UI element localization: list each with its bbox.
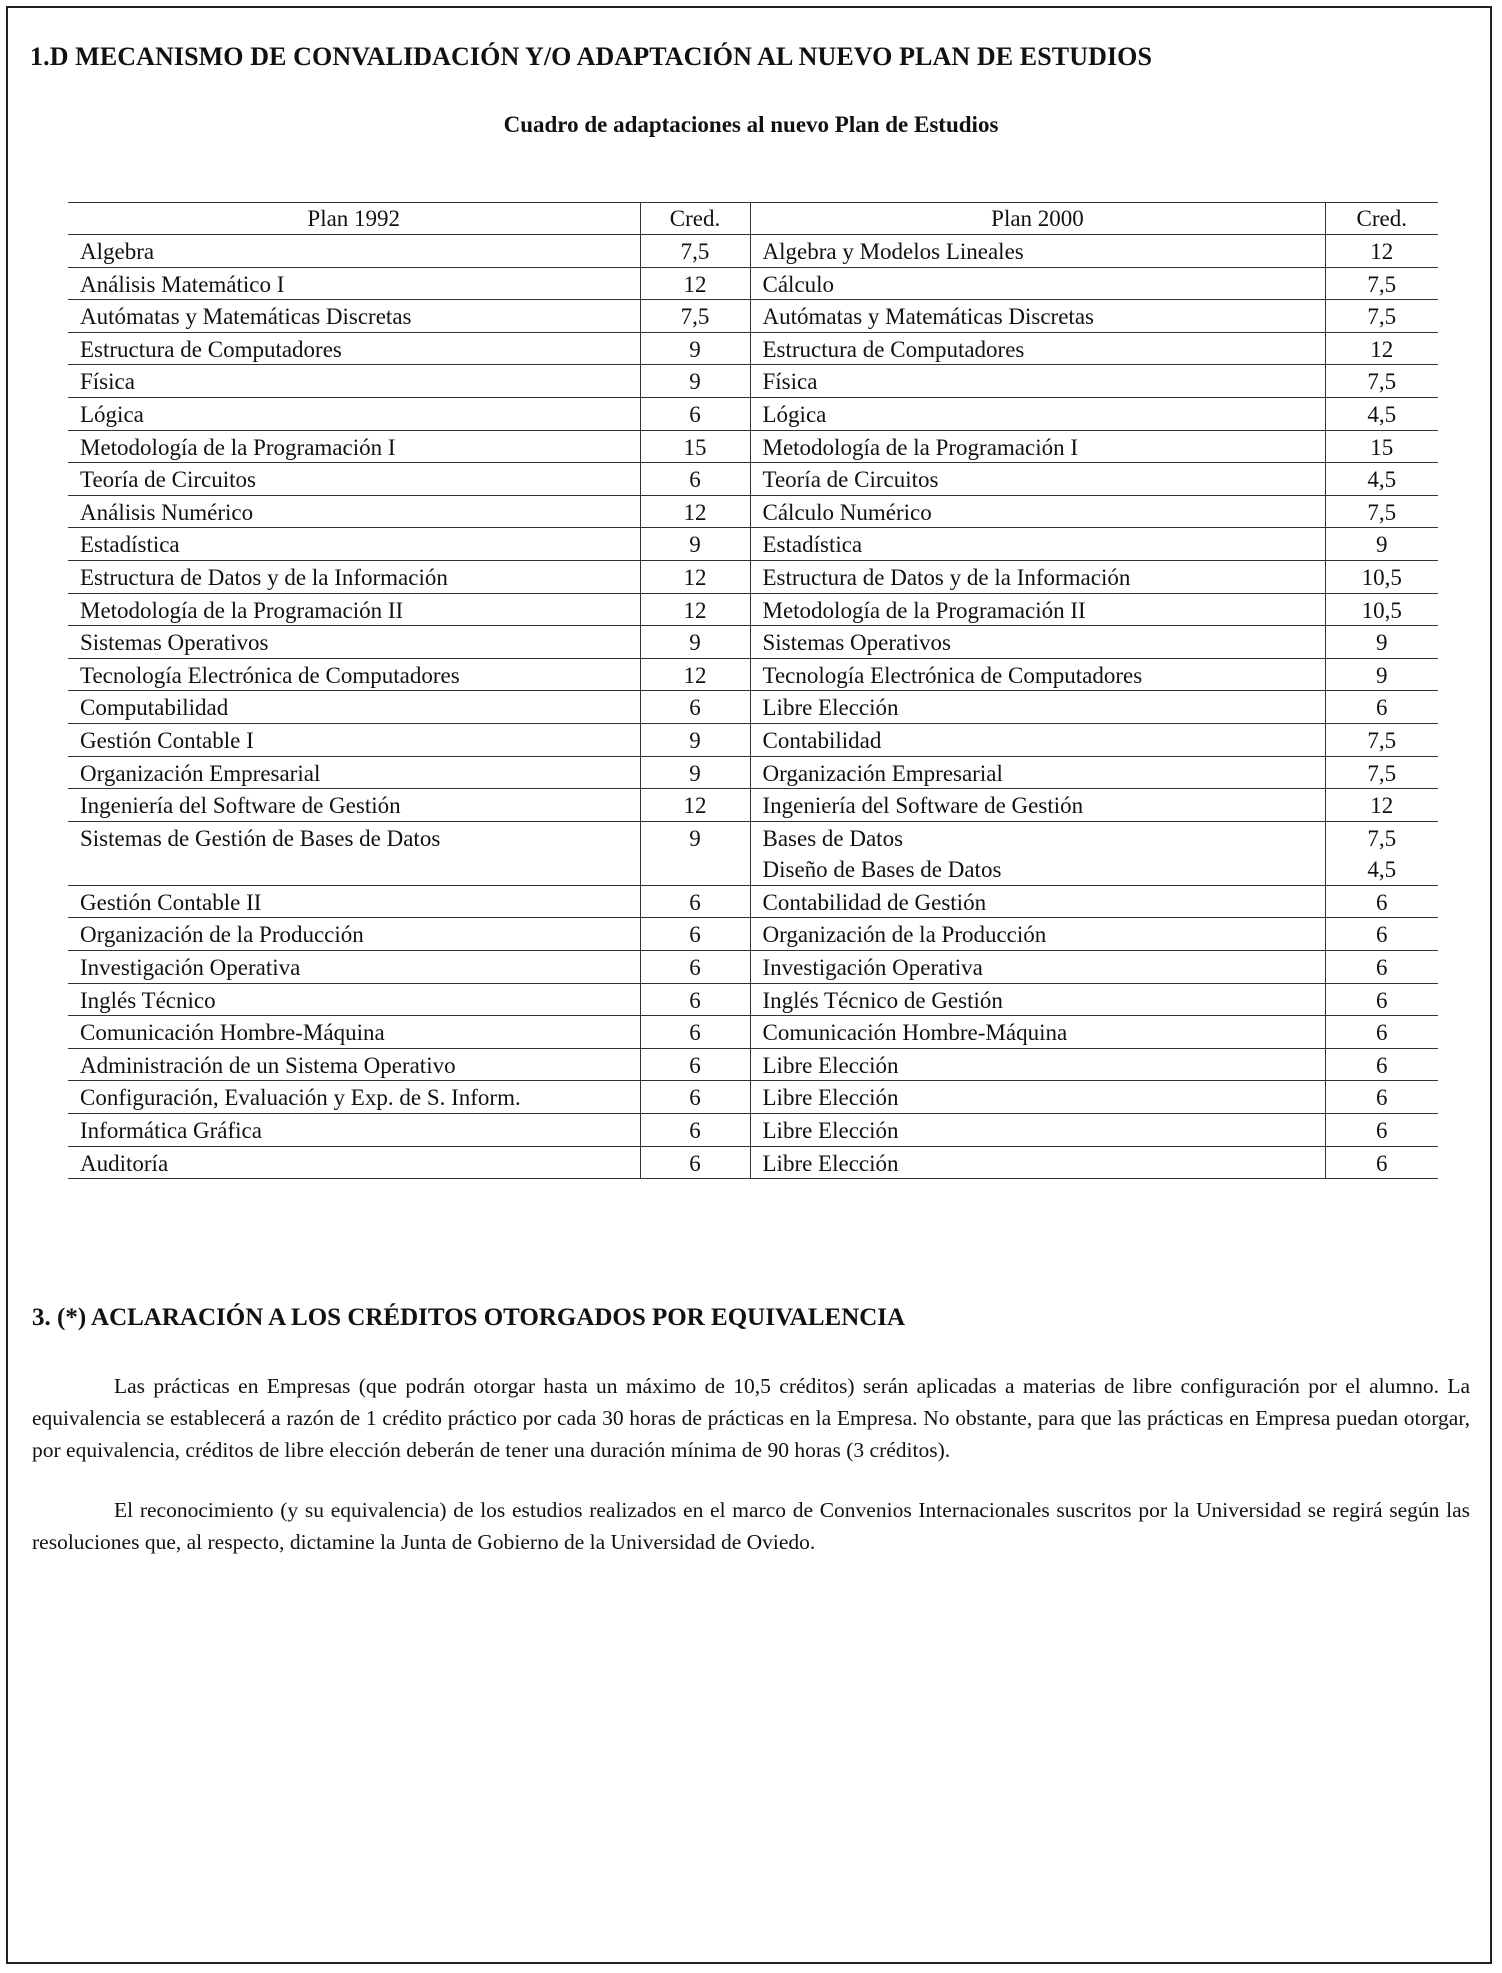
plan-1992-credits bbox=[640, 593, 750, 626]
plan-2000-credits bbox=[1325, 300, 1438, 333]
plan-2000-credits-text: 7,5 bbox=[1367, 271, 1397, 297]
plan-1992-subject-text: Estadística bbox=[80, 532, 180, 558]
adaptation-table bbox=[68, 202, 1438, 1179]
plan-1992-subject-text: Comunicación Hombre-Máquina bbox=[80, 1020, 385, 1046]
plan-1992-subject-text: Gestión Contable II bbox=[80, 889, 262, 915]
plan-2000-subject bbox=[750, 658, 1325, 691]
plan-2000-credits-text: 15 bbox=[1370, 434, 1394, 460]
plan-2000-credits-text: 6 bbox=[1376, 889, 1388, 915]
plan-2000-subject-text: Libre Elección bbox=[762, 1085, 899, 1111]
table-row bbox=[68, 560, 1438, 593]
plan-1992-subject-text: Algebra bbox=[80, 239, 155, 264]
plan-2000-subject-text: Estructura de Datos y de la Información bbox=[762, 564, 1131, 590]
plan-2000-credits bbox=[1325, 528, 1438, 561]
plan-2000-credits-text: 4,5 bbox=[1367, 467, 1397, 493]
plan-2000-subject bbox=[750, 1016, 1325, 1049]
plan-1992-credits bbox=[640, 821, 750, 885]
table-row bbox=[68, 235, 1438, 268]
plan-1992-credits-text: 9 bbox=[689, 630, 701, 656]
plan-1992-credits-text: 9 bbox=[689, 760, 701, 786]
plan-2000-subject bbox=[750, 885, 1325, 918]
table-row bbox=[68, 267, 1438, 300]
plan-1992-subject bbox=[68, 1114, 640, 1147]
header-cred-1992: Cred. bbox=[640, 203, 750, 235]
plan-2000-subject-text: Contabilidad bbox=[762, 727, 882, 753]
plan-2000-credits-text: 4,5 bbox=[1367, 857, 1397, 883]
plan-2000-credits-text: 10,5 bbox=[1361, 564, 1402, 590]
table-row bbox=[68, 918, 1438, 951]
table-body bbox=[68, 235, 1438, 1179]
plan-2000-subject-text: Contabilidad de Gestión bbox=[762, 889, 987, 915]
plan-1992-credits-text: 6 bbox=[689, 955, 701, 981]
plan-2000-credits bbox=[1325, 267, 1438, 300]
plan-2000-credits-text: 6 bbox=[1376, 1052, 1388, 1078]
plan-2000-subject-text: Estadística bbox=[762, 532, 863, 558]
table-row bbox=[68, 430, 1438, 463]
table-row bbox=[68, 593, 1438, 626]
table-row bbox=[68, 300, 1438, 333]
plan-1992-subject-text: Organización de la Producción bbox=[80, 922, 364, 948]
plan-2000-credits bbox=[1325, 821, 1438, 885]
table-row bbox=[68, 723, 1438, 756]
plan-2000-credits-text: 7,5 bbox=[1367, 304, 1397, 330]
plan-2000-credits-text: 6 bbox=[1376, 1085, 1388, 1111]
table-row bbox=[68, 1114, 1438, 1147]
table-row bbox=[68, 1081, 1438, 1114]
plan-2000-subject-text: Organización de la Producción bbox=[762, 922, 1047, 948]
plan-1992-credits bbox=[640, 300, 750, 333]
plan-1992-credits bbox=[640, 1048, 750, 1081]
plan-2000-credits bbox=[1325, 1114, 1438, 1147]
plan-1992-credits bbox=[640, 951, 750, 984]
plan-1992-credits bbox=[640, 235, 750, 268]
plan-1992-credits bbox=[640, 560, 750, 593]
plan-2000-subject bbox=[750, 593, 1325, 626]
plan-1992-subject bbox=[68, 789, 640, 822]
plan-1992-subject-text: Teoría de Circuitos bbox=[80, 467, 256, 493]
table-row bbox=[68, 983, 1438, 1016]
plan-1992-subject-text: Análisis Matemático I bbox=[80, 271, 285, 297]
plan-1992-subject-text: Investigación Operativa bbox=[80, 955, 301, 981]
plan-2000-credits bbox=[1325, 789, 1438, 822]
plan-2000-subject-text: Autómatas y Matemáticas Discretas bbox=[762, 304, 1094, 330]
plan-1992-credits-text: 12 bbox=[683, 271, 707, 297]
plan-2000-credits-text: 7,5 bbox=[1367, 760, 1397, 786]
table-row bbox=[68, 1146, 1438, 1179]
plan-1992-credits bbox=[640, 397, 750, 430]
plan-1992-credits-text: 6 bbox=[689, 922, 701, 948]
table-row bbox=[68, 1048, 1438, 1081]
table-title: Cuadro de adaptaciones al nuevo Plan de Estudios bbox=[503, 112, 999, 137]
plan-2000-credits-text: 6 bbox=[1376, 1118, 1388, 1144]
plan-2000-subject bbox=[750, 267, 1325, 300]
plan-2000-subject bbox=[750, 300, 1325, 333]
plan-2000-subject bbox=[750, 983, 1325, 1016]
table-row bbox=[68, 626, 1438, 659]
plan-1992-subject-text: Administración de un Sistema Operativo bbox=[80, 1052, 456, 1078]
plan-2000-credits-text: 7,5 bbox=[1367, 825, 1397, 851]
plan-2000-subject-text: Inglés Técnico de Gestión bbox=[762, 987, 1003, 1013]
plan-1992-credits bbox=[640, 658, 750, 691]
plan-2000-subject bbox=[750, 1048, 1325, 1081]
plan-2000-subject bbox=[750, 495, 1325, 528]
plan-2000-subject-text: Física bbox=[762, 369, 818, 395]
plan-2000-subject-text: Libre Elección bbox=[762, 1118, 899, 1144]
plan-1992-credits bbox=[640, 528, 750, 561]
plan-2000-credits bbox=[1325, 365, 1438, 398]
plan-1992-subject bbox=[68, 885, 640, 918]
plan-2000-credits-text: 9 bbox=[1376, 662, 1388, 688]
plan-1992-subject bbox=[68, 397, 640, 430]
plan-1992-subject bbox=[68, 300, 640, 333]
plan-1992-credits bbox=[640, 332, 750, 365]
plan-1992-credits-text: 6 bbox=[689, 1020, 701, 1046]
table-row bbox=[68, 951, 1438, 984]
plan-1992-credits-text: 6 bbox=[689, 467, 701, 493]
plan-2000-credits-text: 12 bbox=[1370, 793, 1394, 819]
table-row bbox=[68, 821, 1438, 885]
plan-2000-subject bbox=[750, 821, 1325, 885]
plan-2000-subject bbox=[750, 951, 1325, 984]
plan-1992-subject bbox=[68, 626, 640, 659]
plan-1992-credits bbox=[640, 1114, 750, 1147]
header-plan-2000: Plan 2000 bbox=[750, 203, 1325, 235]
header-plan-1992: Plan 1992 bbox=[68, 203, 640, 235]
plan-2000-credits bbox=[1325, 756, 1438, 789]
table-row bbox=[68, 789, 1438, 822]
plan-2000-credits-text: 6 bbox=[1376, 987, 1388, 1013]
plan-1992-subject bbox=[68, 1081, 640, 1114]
plan-2000-subject-text: Cálculo Numérico bbox=[762, 499, 932, 525]
plan-1992-credits bbox=[640, 1146, 750, 1179]
plan-1992-subject-text: Sistemas Operativos bbox=[80, 630, 269, 656]
header-cred-2000: Cred. bbox=[1325, 203, 1438, 235]
plan-1992-subject bbox=[68, 951, 640, 984]
plan-1992-credits-text: 15 bbox=[683, 434, 707, 460]
plan-2000-subject-text: Sistemas Operativos bbox=[762, 630, 951, 656]
table-row bbox=[68, 528, 1438, 561]
table-row bbox=[68, 463, 1438, 496]
plan-1992-credits bbox=[640, 756, 750, 789]
plan-2000-subject bbox=[750, 430, 1325, 463]
plan-2000-credits-text: 10,5 bbox=[1361, 597, 1402, 623]
plan-1992-subject bbox=[68, 528, 640, 561]
plan-1992-subject-text: Física bbox=[80, 369, 135, 395]
plan-1992-credits-text: 6 bbox=[689, 401, 701, 427]
plan-2000-credits bbox=[1325, 723, 1438, 756]
plan-2000-credits bbox=[1325, 1048, 1438, 1081]
plan-1992-credits bbox=[640, 1016, 750, 1049]
plan-1992-subject bbox=[68, 723, 640, 756]
plan-2000-subject-text: Bases de Datos bbox=[762, 825, 904, 851]
plan-2000-subject bbox=[750, 1146, 1325, 1179]
plan-1992-subject bbox=[68, 983, 640, 1016]
table-row bbox=[68, 1016, 1438, 1049]
plan-2000-subject-text: Metodología de la Programación I bbox=[762, 434, 1079, 460]
plan-1992-credits bbox=[640, 365, 750, 398]
plan-2000-credits bbox=[1325, 430, 1438, 463]
plan-2000-subject bbox=[750, 789, 1325, 822]
table-row bbox=[68, 365, 1438, 398]
table-row bbox=[68, 885, 1438, 918]
plan-1992-subject bbox=[68, 235, 640, 268]
plan-2000-subject bbox=[750, 918, 1325, 951]
plan-1992-subject-text: Tecnología Electrónica de Computadores bbox=[80, 662, 460, 688]
plan-1992-subject-text: Metodología de la Programación I bbox=[80, 434, 396, 460]
plan-2000-subject-text: Organización Empresarial bbox=[762, 760, 1003, 786]
plan-1992-credits bbox=[640, 918, 750, 951]
plan-2000-credits bbox=[1325, 560, 1438, 593]
plan-1992-subject bbox=[68, 658, 640, 691]
plan-1992-subject-text: Organización Empresarial bbox=[80, 760, 321, 786]
plan-1992-credits bbox=[640, 789, 750, 822]
plan-1992-subject-text: Auditoría bbox=[80, 1150, 169, 1176]
plan-1992-credits-text: 6 bbox=[689, 695, 701, 721]
plan-1992-subject bbox=[68, 691, 640, 724]
plan-2000-subject-text: Cálculo bbox=[762, 271, 835, 297]
plan-2000-subject-text: Investigación Operativa bbox=[762, 955, 983, 981]
plan-1992-credits bbox=[640, 885, 750, 918]
plan-2000-subject-text: Libre Elección bbox=[762, 695, 899, 721]
plan-2000-subject-text: Teoría de Circuitos bbox=[762, 467, 939, 493]
plan-1992-credits-text: 9 bbox=[689, 336, 701, 362]
plan-1992-subject bbox=[68, 332, 640, 365]
plan-1992-subject bbox=[68, 821, 640, 885]
plan-2000-subject bbox=[750, 397, 1325, 430]
plan-2000-credits bbox=[1325, 1016, 1438, 1049]
plan-1992-subject bbox=[68, 1146, 640, 1179]
plan-2000-subject bbox=[750, 756, 1325, 789]
plan-1992-credits-text: 6 bbox=[689, 889, 701, 915]
plan-1992-subject-text: Lógica bbox=[80, 401, 144, 427]
plan-1992-credits bbox=[640, 267, 750, 300]
plan-1992-subject-text: Análisis Numérico bbox=[80, 499, 254, 525]
plan-1992-subject-text: Configuración, Evaluación y Exp. de S. Inform. bbox=[80, 1085, 521, 1111]
plan-1992-subject-text: Estructura de Computadores bbox=[80, 336, 342, 362]
table-row bbox=[68, 495, 1438, 528]
plan-1992-subject bbox=[68, 463, 640, 496]
plan-1992-subject bbox=[68, 365, 640, 398]
plan-2000-credits bbox=[1325, 1081, 1438, 1114]
plan-1992-subject-text: Informática Gráfica bbox=[80, 1118, 262, 1144]
plan-1992-credits-text: 12 bbox=[683, 793, 707, 819]
plan-2000-credits bbox=[1325, 1146, 1438, 1179]
plan-2000-subject bbox=[750, 1081, 1325, 1114]
plan-1992-credits bbox=[640, 983, 750, 1016]
table-row bbox=[68, 756, 1438, 789]
plan-2000-credits bbox=[1325, 918, 1438, 951]
plan-1992-subject bbox=[68, 267, 640, 300]
plan-2000-credits-text: 6 bbox=[1376, 1150, 1388, 1176]
plan-2000-subject-text: Comunicación Hombre-Máquina bbox=[762, 1020, 1068, 1046]
plan-1992-subject-text: Gestión Contable I bbox=[80, 727, 254, 753]
table-row bbox=[68, 658, 1438, 691]
plan-2000-credits bbox=[1325, 658, 1438, 691]
plan-1992-subject-text: Inglés Técnico bbox=[80, 987, 216, 1013]
table-row bbox=[68, 397, 1438, 430]
plan-2000-credits bbox=[1325, 235, 1438, 268]
plan-2000-subject-text: Algebra y Modelos Lineales bbox=[762, 239, 1024, 264]
plan-2000-subject bbox=[750, 528, 1325, 561]
plan-1992-subject bbox=[68, 495, 640, 528]
plan-1992-credits-text: 6 bbox=[689, 1052, 701, 1078]
plan-2000-subject-text: Ingeniería del Software de Gestión bbox=[762, 793, 1084, 819]
plan-1992-credits-text: 9 bbox=[689, 532, 701, 558]
plan-2000-subject bbox=[750, 691, 1325, 724]
plan-2000-credits bbox=[1325, 885, 1438, 918]
table-row bbox=[68, 691, 1438, 724]
plan-1992-credits-text: 12 bbox=[683, 564, 707, 590]
plan-2000-subject-text: Estructura de Computadores bbox=[762, 336, 1025, 362]
plan-2000-credits bbox=[1325, 463, 1438, 496]
plan-2000-subject bbox=[750, 365, 1325, 398]
plan-1992-credits bbox=[640, 463, 750, 496]
plan-2000-credits bbox=[1325, 691, 1438, 724]
plan-2000-credits bbox=[1325, 951, 1438, 984]
plan-2000-credits-text: 6 bbox=[1376, 955, 1388, 981]
plan-1992-credits-text: 12 bbox=[683, 662, 707, 688]
plan-2000-credits-text: 9 bbox=[1376, 630, 1388, 656]
plan-1992-subject-text: Ingeniería del Software de Gestión bbox=[80, 793, 401, 819]
plan-1992-credits bbox=[640, 723, 750, 756]
plan-2000-subject-text: Libre Elección bbox=[762, 1150, 899, 1176]
plan-2000-subject bbox=[750, 626, 1325, 659]
plan-1992-credits-text: 9 bbox=[689, 727, 701, 753]
plan-1992-credits-text: 9 bbox=[689, 369, 701, 395]
plan-2000-credits-text: 12 bbox=[1370, 239, 1394, 264]
plan-1992-subject-text: Metodología de la Programación II bbox=[80, 597, 404, 623]
plan-2000-credits-text: 6 bbox=[1376, 922, 1388, 948]
plan-2000-credits bbox=[1325, 495, 1438, 528]
paragraph-convenios: El reconocimiento (y su equivalencia) de los estudios realizados en el marco de Convenios Internacionales suscritos por la Universidad se regirá según las resoluciones que, al respecto, dictamine la Junta de Gobierno de la Universidad de Oviedo. bbox=[32, 1498, 1470, 1554]
plan-1992-credits-text: 12 bbox=[683, 597, 707, 623]
plan-2000-subject-text: Diseño de Bases de Datos bbox=[762, 857, 1002, 883]
plan-1992-credits bbox=[640, 691, 750, 724]
plan-1992-credits-text: 6 bbox=[689, 987, 701, 1013]
plan-2000-credits bbox=[1325, 397, 1438, 430]
plan-2000-subject-text: Tecnología Electrónica de Computadores bbox=[762, 662, 1143, 688]
plan-1992-subject-text: Autómatas y Matemáticas Discretas bbox=[80, 304, 412, 330]
plan-2000-subject-text: Lógica bbox=[762, 401, 827, 427]
plan-1992-credits bbox=[640, 626, 750, 659]
plan-2000-subject bbox=[750, 463, 1325, 496]
table-row bbox=[68, 332, 1438, 365]
plan-1992-credits-text: 12 bbox=[683, 499, 707, 525]
plan-1992-subject-text: Computabilidad bbox=[80, 695, 229, 721]
plan-2000-subject bbox=[750, 723, 1325, 756]
plan-2000-credits-text: 7,5 bbox=[1367, 727, 1397, 753]
plan-2000-credits-text: 12 bbox=[1370, 336, 1394, 362]
plan-2000-credits-text: 6 bbox=[1376, 695, 1388, 721]
plan-1992-credits-text: 9 bbox=[689, 825, 701, 851]
plan-1992-credits-text: 6 bbox=[689, 1085, 701, 1111]
section-heading: 1.D MECANISMO DE CONVALIDACIÓN Y/O ADAPTACIÓN AL NUEVO PLAN DE ESTUDIOS bbox=[30, 42, 1153, 71]
plan-1992-subject bbox=[68, 560, 640, 593]
plan-1992-subject bbox=[68, 918, 640, 951]
plan-1992-credits-text: 7,5 bbox=[680, 304, 710, 330]
plan-2000-subject bbox=[750, 332, 1325, 365]
plan-2000-credits-text: 4,5 bbox=[1367, 401, 1397, 427]
plan-2000-subject bbox=[750, 1114, 1325, 1147]
table-header-row bbox=[68, 203, 1438, 235]
plan-1992-subject-text: Estructura de Datos y de la Información bbox=[80, 564, 448, 590]
plan-1992-credits-text: 7,5 bbox=[680, 239, 710, 264]
plan-1992-subject bbox=[68, 1048, 640, 1081]
paragraph-practicas: Las prácticas en Empresas (que podrán otorgar hasta un máximo de 10,5 créditos) serán aplicadas a materias de libre configuración por el alumno. La equivalencia se establecerá a razón de 1 crédito práctico por cada 30 horas de prácticas en la Empresa. No obstante, para que las prácticas en Empresa puedan otorgar, por equivalencia, créditos de libre elección deberán de tener una duración mínima de 90 horas (3 créditos). bbox=[32, 1374, 1470, 1462]
plan-2000-credits bbox=[1325, 626, 1438, 659]
plan-2000-credits bbox=[1325, 983, 1438, 1016]
plan-1992-credits bbox=[640, 430, 750, 463]
plan-1992-subject-text: Sistemas de Gestión de Bases de Datos bbox=[80, 825, 441, 851]
plan-2000-subject bbox=[750, 560, 1325, 593]
plan-2000-credits-text: 7,5 bbox=[1367, 369, 1397, 395]
plan-2000-credits bbox=[1325, 593, 1438, 626]
plan-1992-subject bbox=[68, 756, 640, 789]
plan-1992-credits-text: 6 bbox=[689, 1150, 701, 1176]
plan-2000-credits-text: 6 bbox=[1376, 1020, 1388, 1046]
plan-2000-subject-text: Metodología de la Programación II bbox=[762, 597, 1086, 623]
plan-1992-subject bbox=[68, 1016, 640, 1049]
plan-1992-credits bbox=[640, 495, 750, 528]
plan-2000-subject-text: Libre Elección bbox=[762, 1052, 899, 1078]
plan-1992-credits-text: 6 bbox=[689, 1118, 701, 1144]
plan-2000-credits bbox=[1325, 332, 1438, 365]
section3-heading: 3. (*) ACLARACIÓN A LOS CRÉDITOS OTORGADOS POR EQUIVALENCIA bbox=[32, 1304, 906, 1331]
plan-1992-credits bbox=[640, 1081, 750, 1114]
plan-1992-subject bbox=[68, 430, 640, 463]
plan-1992-subject bbox=[68, 593, 640, 626]
plan-2000-subject bbox=[750, 235, 1325, 268]
plan-2000-credits-text: 7,5 bbox=[1367, 499, 1397, 525]
plan-2000-credits-text: 9 bbox=[1376, 532, 1388, 558]
